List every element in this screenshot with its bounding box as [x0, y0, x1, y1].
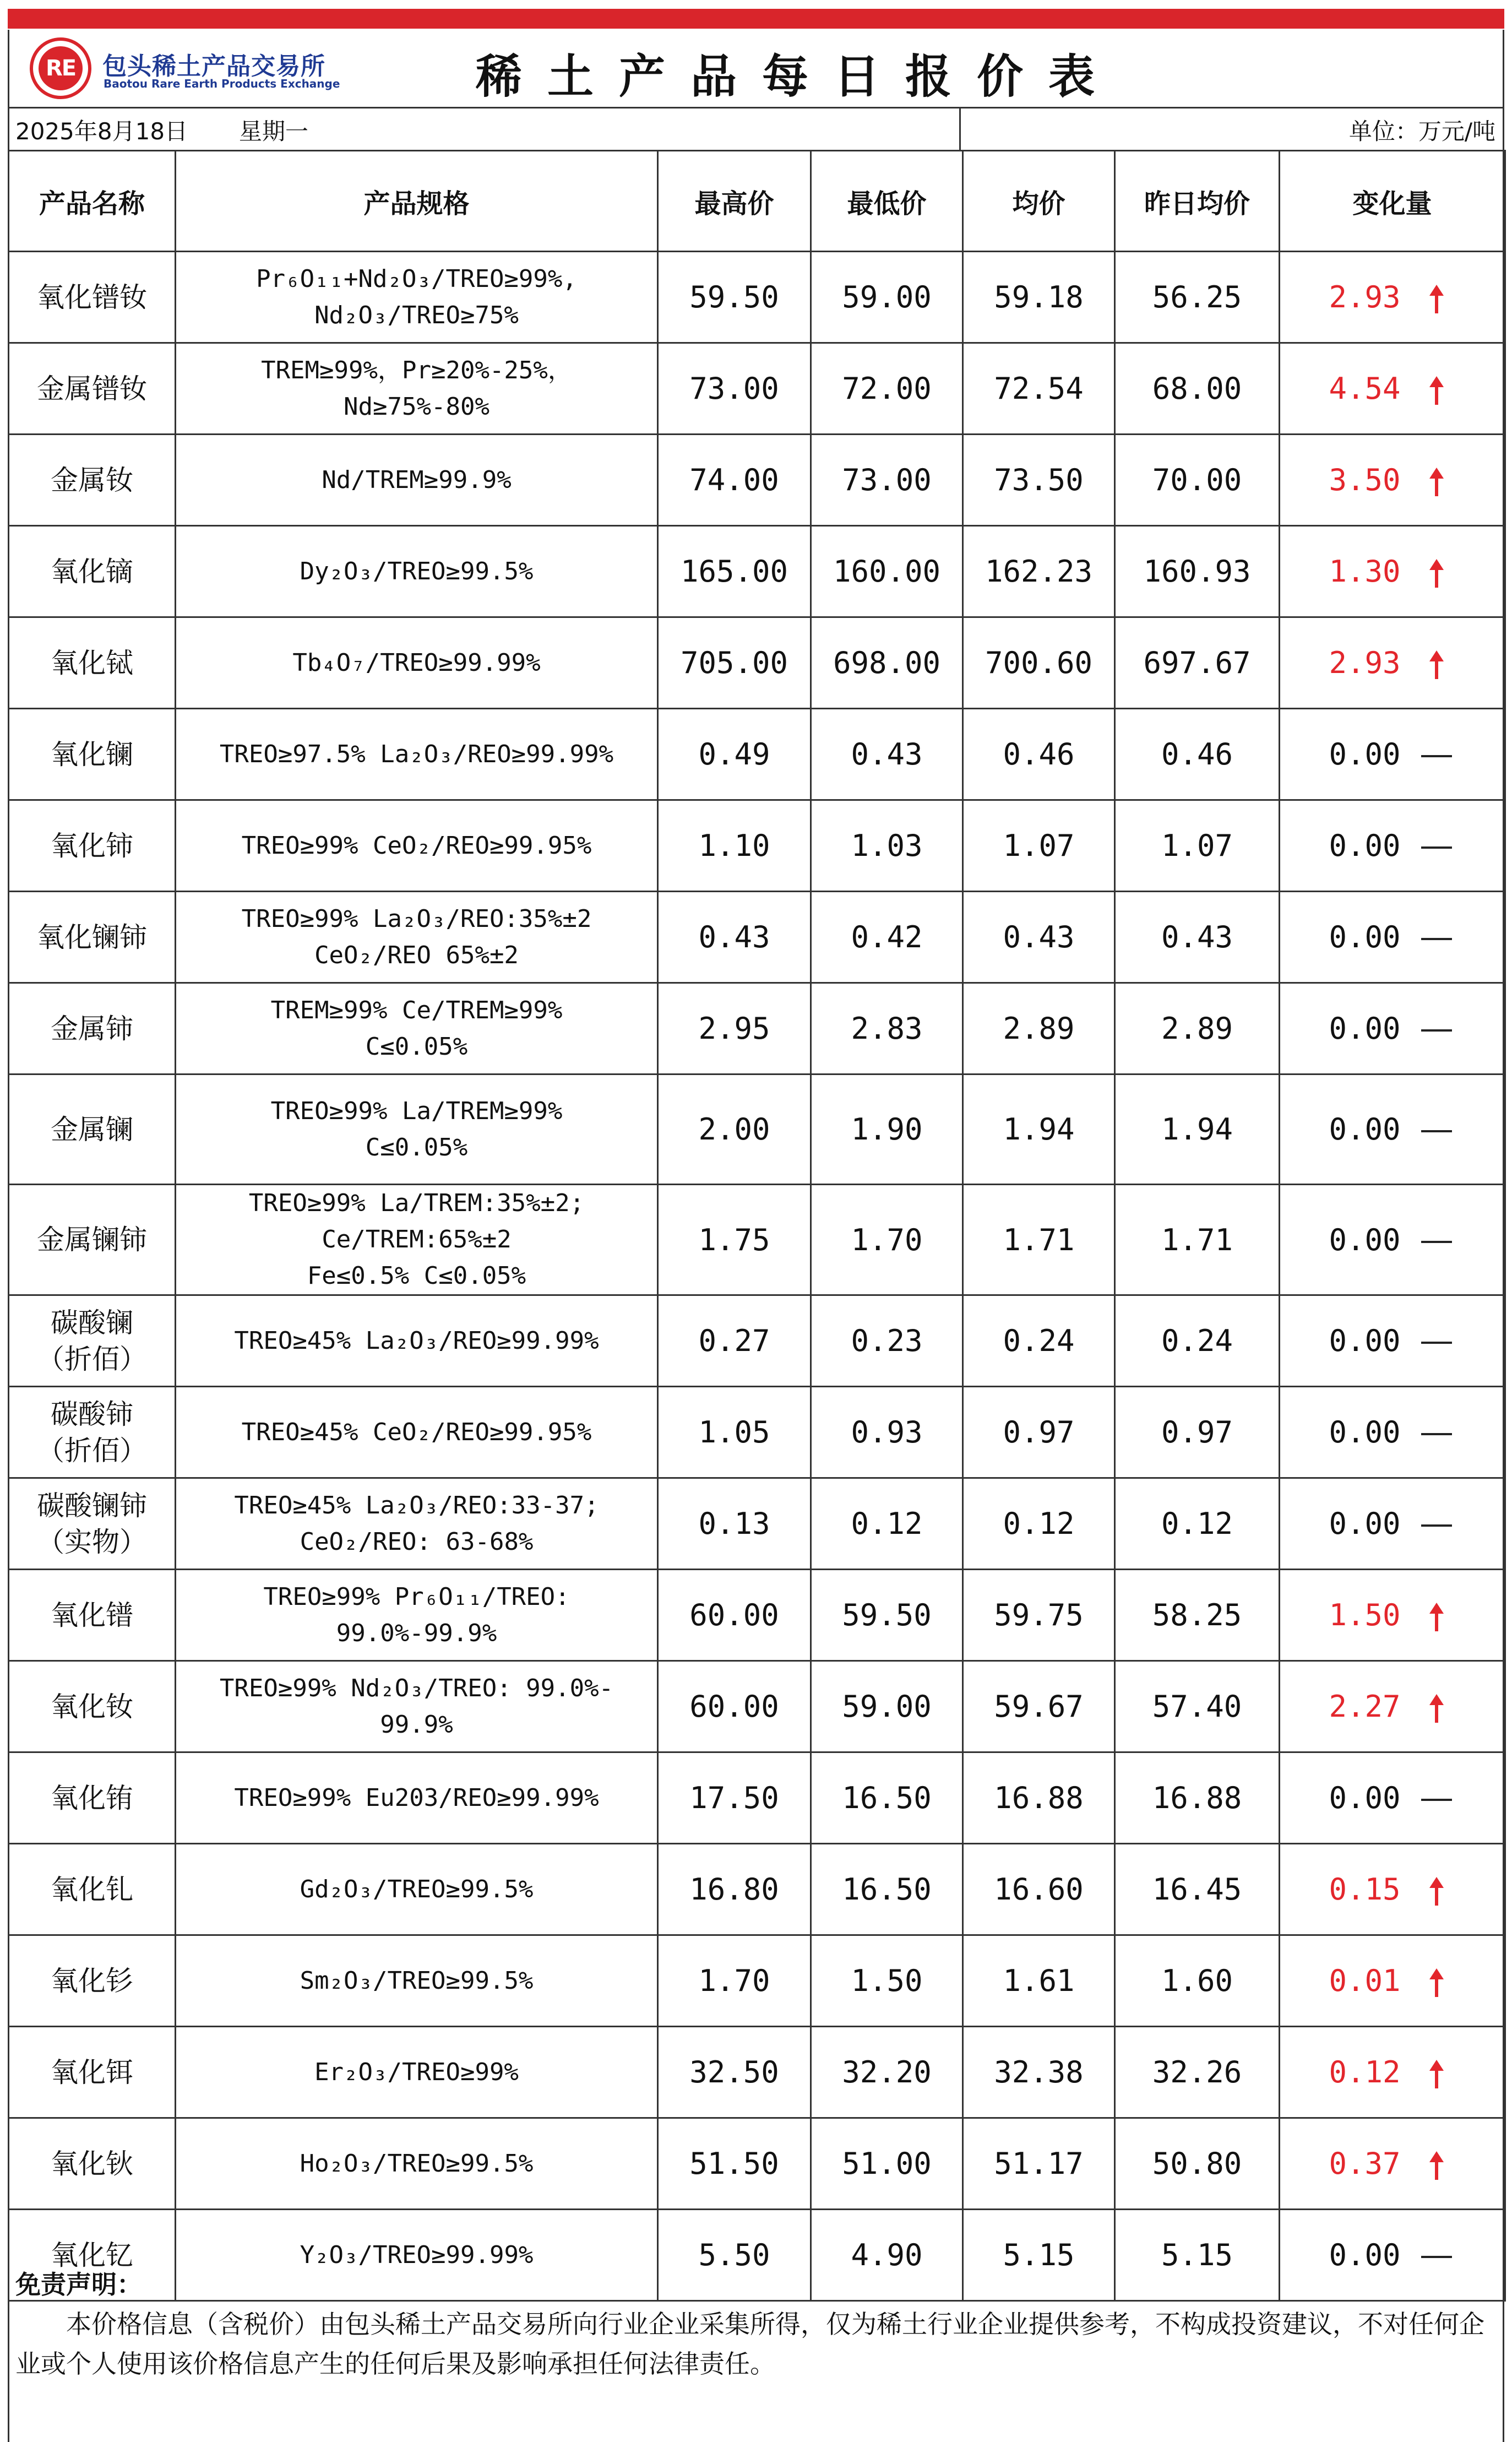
disclaimer [15, 2265, 1491, 2384]
logo-mark: RE [39, 46, 83, 90]
flat-dash-icon [1417, 1011, 1456, 1046]
price-previous-average: 56.25 [1115, 252, 1280, 343]
table-body [9, 252, 1505, 2301]
price-average: 51.17 [963, 2118, 1115, 2210]
table-row [9, 1478, 1505, 1570]
flat-dash-icon [1421, 1524, 1452, 1527]
table-row [9, 1185, 1505, 1295]
table-row [9, 892, 1505, 983]
price-previous-average: 16.88 [1115, 1752, 1280, 1844]
change-value: 0.12 [1329, 2055, 1401, 2090]
table-row [9, 2027, 1505, 2118]
price-average: 700.60 [963, 617, 1115, 709]
flat-dash-icon [1421, 1342, 1452, 1344]
product-spec: TREO≥99% Eu203/REO≥99.99% [176, 1752, 658, 1844]
price-high: 1.75 [658, 1185, 811, 1295]
change-value: 1.30 [1329, 554, 1401, 589]
price-high: 51.50 [658, 2118, 811, 2210]
flat-dash-icon [1417, 1506, 1456, 1541]
price-high: 59.50 [658, 252, 811, 343]
up-arrow-icon [1427, 468, 1446, 496]
table-row [9, 1387, 1505, 1478]
flat-dash-icon [1417, 1781, 1456, 1815]
price-low: 1.90 [811, 1075, 963, 1185]
up-arrow-icon [1427, 285, 1446, 313]
price-high: 2.00 [658, 1075, 811, 1185]
price-previous-average: 0.46 [1115, 709, 1280, 800]
change-value: 2.27 [1329, 1689, 1401, 1724]
price-high: 1.70 [658, 1935, 811, 2027]
price-previous-average: 1.60 [1115, 1935, 1280, 2027]
price-low: 59.00 [811, 1661, 963, 1752]
flat-dash-icon [1417, 1323, 1456, 1358]
disclaimer-title: 免责声明： [15, 2270, 142, 2299]
change-value: 0.00 [1329, 828, 1401, 863]
price-previous-average: 50.80 [1115, 2118, 1280, 2210]
column-header: 变化量 [1280, 151, 1505, 252]
price-change [1280, 1478, 1505, 1570]
table-header-row [9, 151, 1505, 252]
up-arrow-icon [1417, 1963, 1456, 1998]
change-value: 0.00 [1329, 1323, 1401, 1358]
price-average: 59.67 [963, 1661, 1115, 1752]
price-average: 0.24 [963, 1295, 1115, 1387]
price-previous-average: 68.00 [1115, 343, 1280, 435]
price-low: 0.12 [811, 1478, 963, 1570]
table-row [9, 526, 1505, 617]
flat-dash-icon [1421, 1130, 1452, 1132]
column-header: 昨日均价 [1115, 151, 1280, 252]
price-previous-average: 0.97 [1115, 1387, 1280, 1478]
change-value: 0.00 [1329, 920, 1401, 954]
report-date: 2025年8月18日 [15, 118, 188, 145]
price-average: 1.61 [963, 1935, 1115, 2027]
product-spec: TREO≥99% Pr₆O₁₁/TREO: 99.0%-99.9% [176, 1570, 658, 1661]
org-name-en: Baotou Rare Earth Products Exchange [104, 77, 340, 90]
product-spec: TREM≥99% Ce/TREM≥99% C≤0.05% [176, 983, 658, 1075]
price-low: 4.90 [811, 2210, 963, 2301]
table-row [9, 800, 1505, 892]
price-low: 59.50 [811, 1570, 963, 1661]
product-spec: Y₂O₃/TREO≥99.99% [176, 2210, 658, 2301]
price-high: 60.00 [658, 1661, 811, 1752]
up-arrow-icon [1417, 1598, 1456, 1632]
table-row [9, 1661, 1505, 1752]
price-unit: 单位：万元/吨 [1348, 118, 1495, 145]
table-row [9, 1295, 1505, 1387]
product-name: 金属镧 [9, 1075, 176, 1185]
price-low: 16.50 [811, 1844, 963, 1935]
price-average: 32.38 [963, 2027, 1115, 2118]
up-arrow-icon [1417, 1689, 1456, 1724]
product-name: 氧化铕 [9, 1752, 176, 1844]
price-change [1280, 252, 1505, 343]
price-low: 698.00 [811, 617, 963, 709]
flat-dash-icon [1421, 846, 1452, 849]
product-spec: TREO≥97.5% La₂O₃/REO≥99.99% [176, 709, 658, 800]
price-change [1280, 2118, 1505, 2210]
report-weekday: 星期一 [239, 118, 309, 145]
price-change [1280, 617, 1505, 709]
change-value: 0.00 [1329, 737, 1401, 772]
up-arrow-icon [1427, 2060, 1446, 2088]
price-change [1280, 1844, 1505, 1935]
product-name: 金属钕 [9, 435, 176, 526]
table-row [9, 343, 1505, 435]
product-name: 氧化钬 [9, 2118, 176, 2210]
table-row [9, 617, 1505, 709]
price-change [1280, 1075, 1505, 1185]
up-arrow-icon [1417, 371, 1456, 406]
up-arrow-icon [1427, 559, 1446, 588]
price-change [1280, 2027, 1505, 2118]
change-value: 0.00 [1329, 1781, 1401, 1815]
price-low: 0.23 [811, 1295, 963, 1387]
flat-dash-icon [1417, 1223, 1456, 1257]
column-header: 产品规格 [176, 151, 658, 252]
price-average: 0.97 [963, 1387, 1115, 1478]
change-value: 0.15 [1329, 1872, 1401, 1907]
table-row [9, 1752, 1505, 1844]
product-spec: Dy₂O₃/TREO≥99.5% [176, 526, 658, 617]
org-name-cn: 包头稀土产品交易所 [102, 52, 325, 80]
price-low: 1.03 [811, 800, 963, 892]
product-spec: TREO≥99% Nd₂O₃/TREO: 99.0%- 99.9% [176, 1661, 658, 1752]
up-arrow-icon [1427, 1603, 1446, 1631]
up-arrow-icon [1417, 645, 1456, 680]
product-name: 氧化铈 [9, 800, 176, 892]
product-name: 氧化钆 [9, 1844, 176, 1935]
price-average: 1.07 [963, 800, 1115, 892]
price-low: 59.00 [811, 252, 963, 343]
price-change [1280, 709, 1505, 800]
page-title: 稀土产品每日报价表 [476, 49, 1121, 104]
price-average: 1.71 [963, 1185, 1115, 1295]
price-previous-average: 5.15 [1115, 2210, 1280, 2301]
flat-dash-icon [1417, 828, 1456, 863]
price-change [1280, 1570, 1505, 1661]
price-change [1280, 435, 1505, 526]
exchange-logo [30, 37, 91, 99]
up-arrow-icon [1427, 1694, 1446, 1723]
price-average: 59.18 [963, 252, 1115, 343]
up-arrow-icon [1417, 280, 1456, 314]
info-bar [8, 108, 1504, 150]
price-high: 1.05 [658, 1387, 811, 1478]
change-value: 0.00 [1329, 1222, 1401, 1257]
product-name: 碳酸镧 （折佰） [9, 1295, 176, 1387]
column-header: 最低价 [811, 151, 963, 252]
price-change [1280, 1752, 1505, 1844]
price-change [1280, 343, 1505, 435]
price-table [8, 150, 1506, 2302]
column-header: 最高价 [658, 151, 811, 252]
price-high: 17.50 [658, 1752, 811, 1844]
price-previous-average: 58.25 [1115, 1570, 1280, 1661]
price-high: 0.43 [658, 892, 811, 983]
flat-dash-icon [1421, 2256, 1452, 2258]
change-value: 0.00 [1329, 1112, 1401, 1147]
price-previous-average: 32.26 [1115, 2027, 1280, 2118]
change-value: 1.50 [1329, 1598, 1401, 1632]
up-arrow-icon [1417, 2055, 1456, 2090]
price-average: 0.43 [963, 892, 1115, 983]
change-value: 0.37 [1329, 2146, 1401, 2181]
flat-dash-icon [1417, 737, 1456, 772]
price-average: 16.88 [963, 1752, 1115, 1844]
price-low: 72.00 [811, 343, 963, 435]
info-divider [959, 108, 961, 150]
product-name: 碳酸铈 （折佰） [9, 1387, 176, 1478]
product-name: 氧化镨钕 [9, 252, 176, 343]
price-low: 2.83 [811, 983, 963, 1075]
product-spec: TREO≥99% La₂O₃/REO:35%±2 CeO₂/REO 65%±2 [176, 892, 658, 983]
up-arrow-icon [1427, 376, 1446, 405]
table-row [9, 1570, 1505, 1661]
price-average: 0.12 [963, 1478, 1115, 1570]
top-red-bar [8, 9, 1504, 29]
up-arrow-icon [1427, 650, 1446, 679]
price-average: 59.75 [963, 1570, 1115, 1661]
flat-dash-icon [1421, 1029, 1452, 1032]
price-previous-average: 2.89 [1115, 983, 1280, 1075]
price-high: 1.10 [658, 800, 811, 892]
product-name: 氧化镧铈 [9, 892, 176, 983]
table-row [9, 1844, 1505, 1935]
table-row [9, 435, 1505, 526]
table-row [9, 252, 1505, 343]
product-spec: Pr₆O₁₁+Nd₂O₃/TREO≥99%, Nd₂O₃/TREO≥75% [176, 252, 658, 343]
price-low: 160.00 [811, 526, 963, 617]
price-high: 74.00 [658, 435, 811, 526]
product-name: 碳酸镧铈 （实物） [9, 1478, 176, 1570]
price-previous-average: 70.00 [1115, 435, 1280, 526]
product-spec: Gd₂O₃/TREO≥99.5% [176, 1844, 658, 1935]
change-value: 2.93 [1329, 280, 1401, 314]
price-previous-average: 1.94 [1115, 1075, 1280, 1185]
table-row [9, 1935, 1505, 2027]
column-header: 产品名称 [9, 151, 176, 252]
flat-dash-icon [1417, 920, 1456, 954]
price-average: 2.89 [963, 983, 1115, 1075]
product-spec: TREO≥45% La₂O₃/REO≥99.99% [176, 1295, 658, 1387]
product-spec: TREO≥99% La/TREM:35%±2; Ce/TREM:65%±2 Fe≤0.5% C≤0.05% [176, 1185, 658, 1295]
price-high: 0.27 [658, 1295, 811, 1387]
price-sheet [8, 0, 1504, 2442]
price-average: 1.94 [963, 1075, 1115, 1185]
price-low: 0.93 [811, 1387, 963, 1478]
flat-dash-icon [1421, 755, 1452, 757]
price-change [1280, 800, 1505, 892]
product-spec: TREM≥99%，Pr≥20%-25%， Nd≥75%-80% [176, 343, 658, 435]
product-spec: Er₂O₃/TREO≥99% [176, 2027, 658, 2118]
product-spec: Tb₄O₇/TREO≥99.99% [176, 617, 658, 709]
product-name: 氧化镨 [9, 1570, 176, 1661]
up-arrow-icon [1417, 2146, 1456, 2181]
change-value: 0.00 [1329, 1415, 1401, 1450]
product-name: 氧化铽 [9, 617, 176, 709]
flat-dash-icon [1417, 1112, 1456, 1147]
up-arrow-icon [1427, 1877, 1446, 1906]
flat-dash-icon [1421, 938, 1452, 940]
product-spec: TREO≥45% CeO₂/REO≥99.95% [176, 1387, 658, 1478]
product-name: 氧化镧 [9, 709, 176, 800]
product-name: 氧化钐 [9, 1935, 176, 2027]
product-name: 氧化钇 [9, 2210, 176, 2301]
price-previous-average: 0.12 [1115, 1478, 1280, 1570]
price-low: 73.00 [811, 435, 963, 526]
up-arrow-icon [1417, 463, 1456, 497]
price-previous-average: 0.43 [1115, 892, 1280, 983]
price-average: 73.50 [963, 435, 1115, 526]
product-spec: Sm₂O₃/TREO≥99.5% [176, 1935, 658, 2027]
product-name: 金属铈 [9, 983, 176, 1075]
table-row [9, 2118, 1505, 2210]
change-value: 3.50 [1329, 463, 1401, 497]
change-value: 0.00 [1329, 1011, 1401, 1046]
flat-dash-icon [1417, 1415, 1456, 1450]
price-average: 16.60 [963, 1844, 1115, 1935]
price-low: 0.42 [811, 892, 963, 983]
price-average: 0.46 [963, 709, 1115, 800]
price-high: 16.80 [658, 1844, 811, 1935]
price-high: 73.00 [658, 343, 811, 435]
up-arrow-icon [1427, 1968, 1446, 1997]
product-spec: Ho₂O₃/TREO≥99.5% [176, 2118, 658, 2210]
price-change [1280, 1185, 1505, 1295]
price-low: 1.50 [811, 1935, 963, 2027]
flat-dash-icon [1421, 1433, 1452, 1435]
product-spec: TREO≥99% CeO₂/REO≥99.95% [176, 800, 658, 892]
price-high: 5.50 [658, 2210, 811, 2301]
price-change [1280, 1295, 1505, 1387]
disclaimer-text: 本价格信息（含税价）由包头稀土产品交易所向行业企业采集所得，仅为稀土行业企业提供参考，不构成投资建议，不对任何企业或个人使用该价格信息产生的任何后果及影响承担任何法律责任。 [15, 2309, 1484, 2379]
product-spec: Nd/TREM≥99.9% [176, 435, 658, 526]
change-value: 0.00 [1329, 2238, 1401, 2272]
up-arrow-icon [1417, 1872, 1456, 1907]
up-arrow-icon [1417, 554, 1456, 589]
change-value: 0.01 [1329, 1963, 1401, 1998]
price-change [1280, 892, 1505, 983]
price-high: 60.00 [658, 1570, 811, 1661]
price-high: 705.00 [658, 617, 811, 709]
product-name: 金属镨钕 [9, 343, 176, 435]
price-previous-average: 57.40 [1115, 1661, 1280, 1752]
price-low: 51.00 [811, 2118, 963, 2210]
product-spec: TREO≥45% La₂O₃/REO:33-37; CeO₂/REO: 63-68% [176, 1478, 658, 1570]
up-arrow-icon [1427, 2151, 1446, 2180]
product-spec: TREO≥99% La/TREM≥99% C≤0.05% [176, 1075, 658, 1185]
flat-dash-icon [1421, 1241, 1452, 1243]
price-change [1280, 1935, 1505, 2027]
price-high: 2.95 [658, 983, 811, 1075]
price-previous-average: 697.67 [1115, 617, 1280, 709]
product-name: 氧化钕 [9, 1661, 176, 1752]
product-name: 金属镧铈 [9, 1185, 176, 1295]
price-previous-average: 160.93 [1115, 526, 1280, 617]
price-change [1280, 983, 1505, 1075]
table-row [9, 1075, 1505, 1185]
column-header: 均价 [963, 151, 1115, 252]
price-previous-average: 16.45 [1115, 1844, 1280, 1935]
price-low: 0.43 [811, 709, 963, 800]
table-row [9, 983, 1505, 1075]
change-value: 2.93 [1329, 645, 1401, 680]
price-high: 165.00 [658, 526, 811, 617]
price-high: 32.50 [658, 2027, 811, 2118]
price-high: 0.13 [658, 1478, 811, 1570]
flat-dash-icon [1421, 1799, 1452, 1801]
price-previous-average: 1.07 [1115, 800, 1280, 892]
product-name: 氧化铒 [9, 2027, 176, 2118]
price-previous-average: 1.71 [1115, 1185, 1280, 1295]
change-value: 4.54 [1329, 371, 1401, 406]
price-change [1280, 1661, 1505, 1752]
product-name: 氧化镝 [9, 526, 176, 617]
price-change [1280, 526, 1505, 617]
table-row [9, 709, 1505, 800]
price-previous-average: 0.24 [1115, 1295, 1280, 1387]
price-low: 32.20 [811, 2027, 963, 2118]
price-average: 162.23 [963, 526, 1115, 617]
change-value: 0.00 [1329, 1506, 1401, 1541]
price-average: 5.15 [963, 2210, 1115, 2301]
price-average: 72.54 [963, 343, 1115, 435]
price-high: 0.49 [658, 709, 811, 800]
price-low: 1.70 [811, 1185, 963, 1295]
price-low: 16.50 [811, 1752, 963, 1844]
price-change [1280, 1387, 1505, 1478]
